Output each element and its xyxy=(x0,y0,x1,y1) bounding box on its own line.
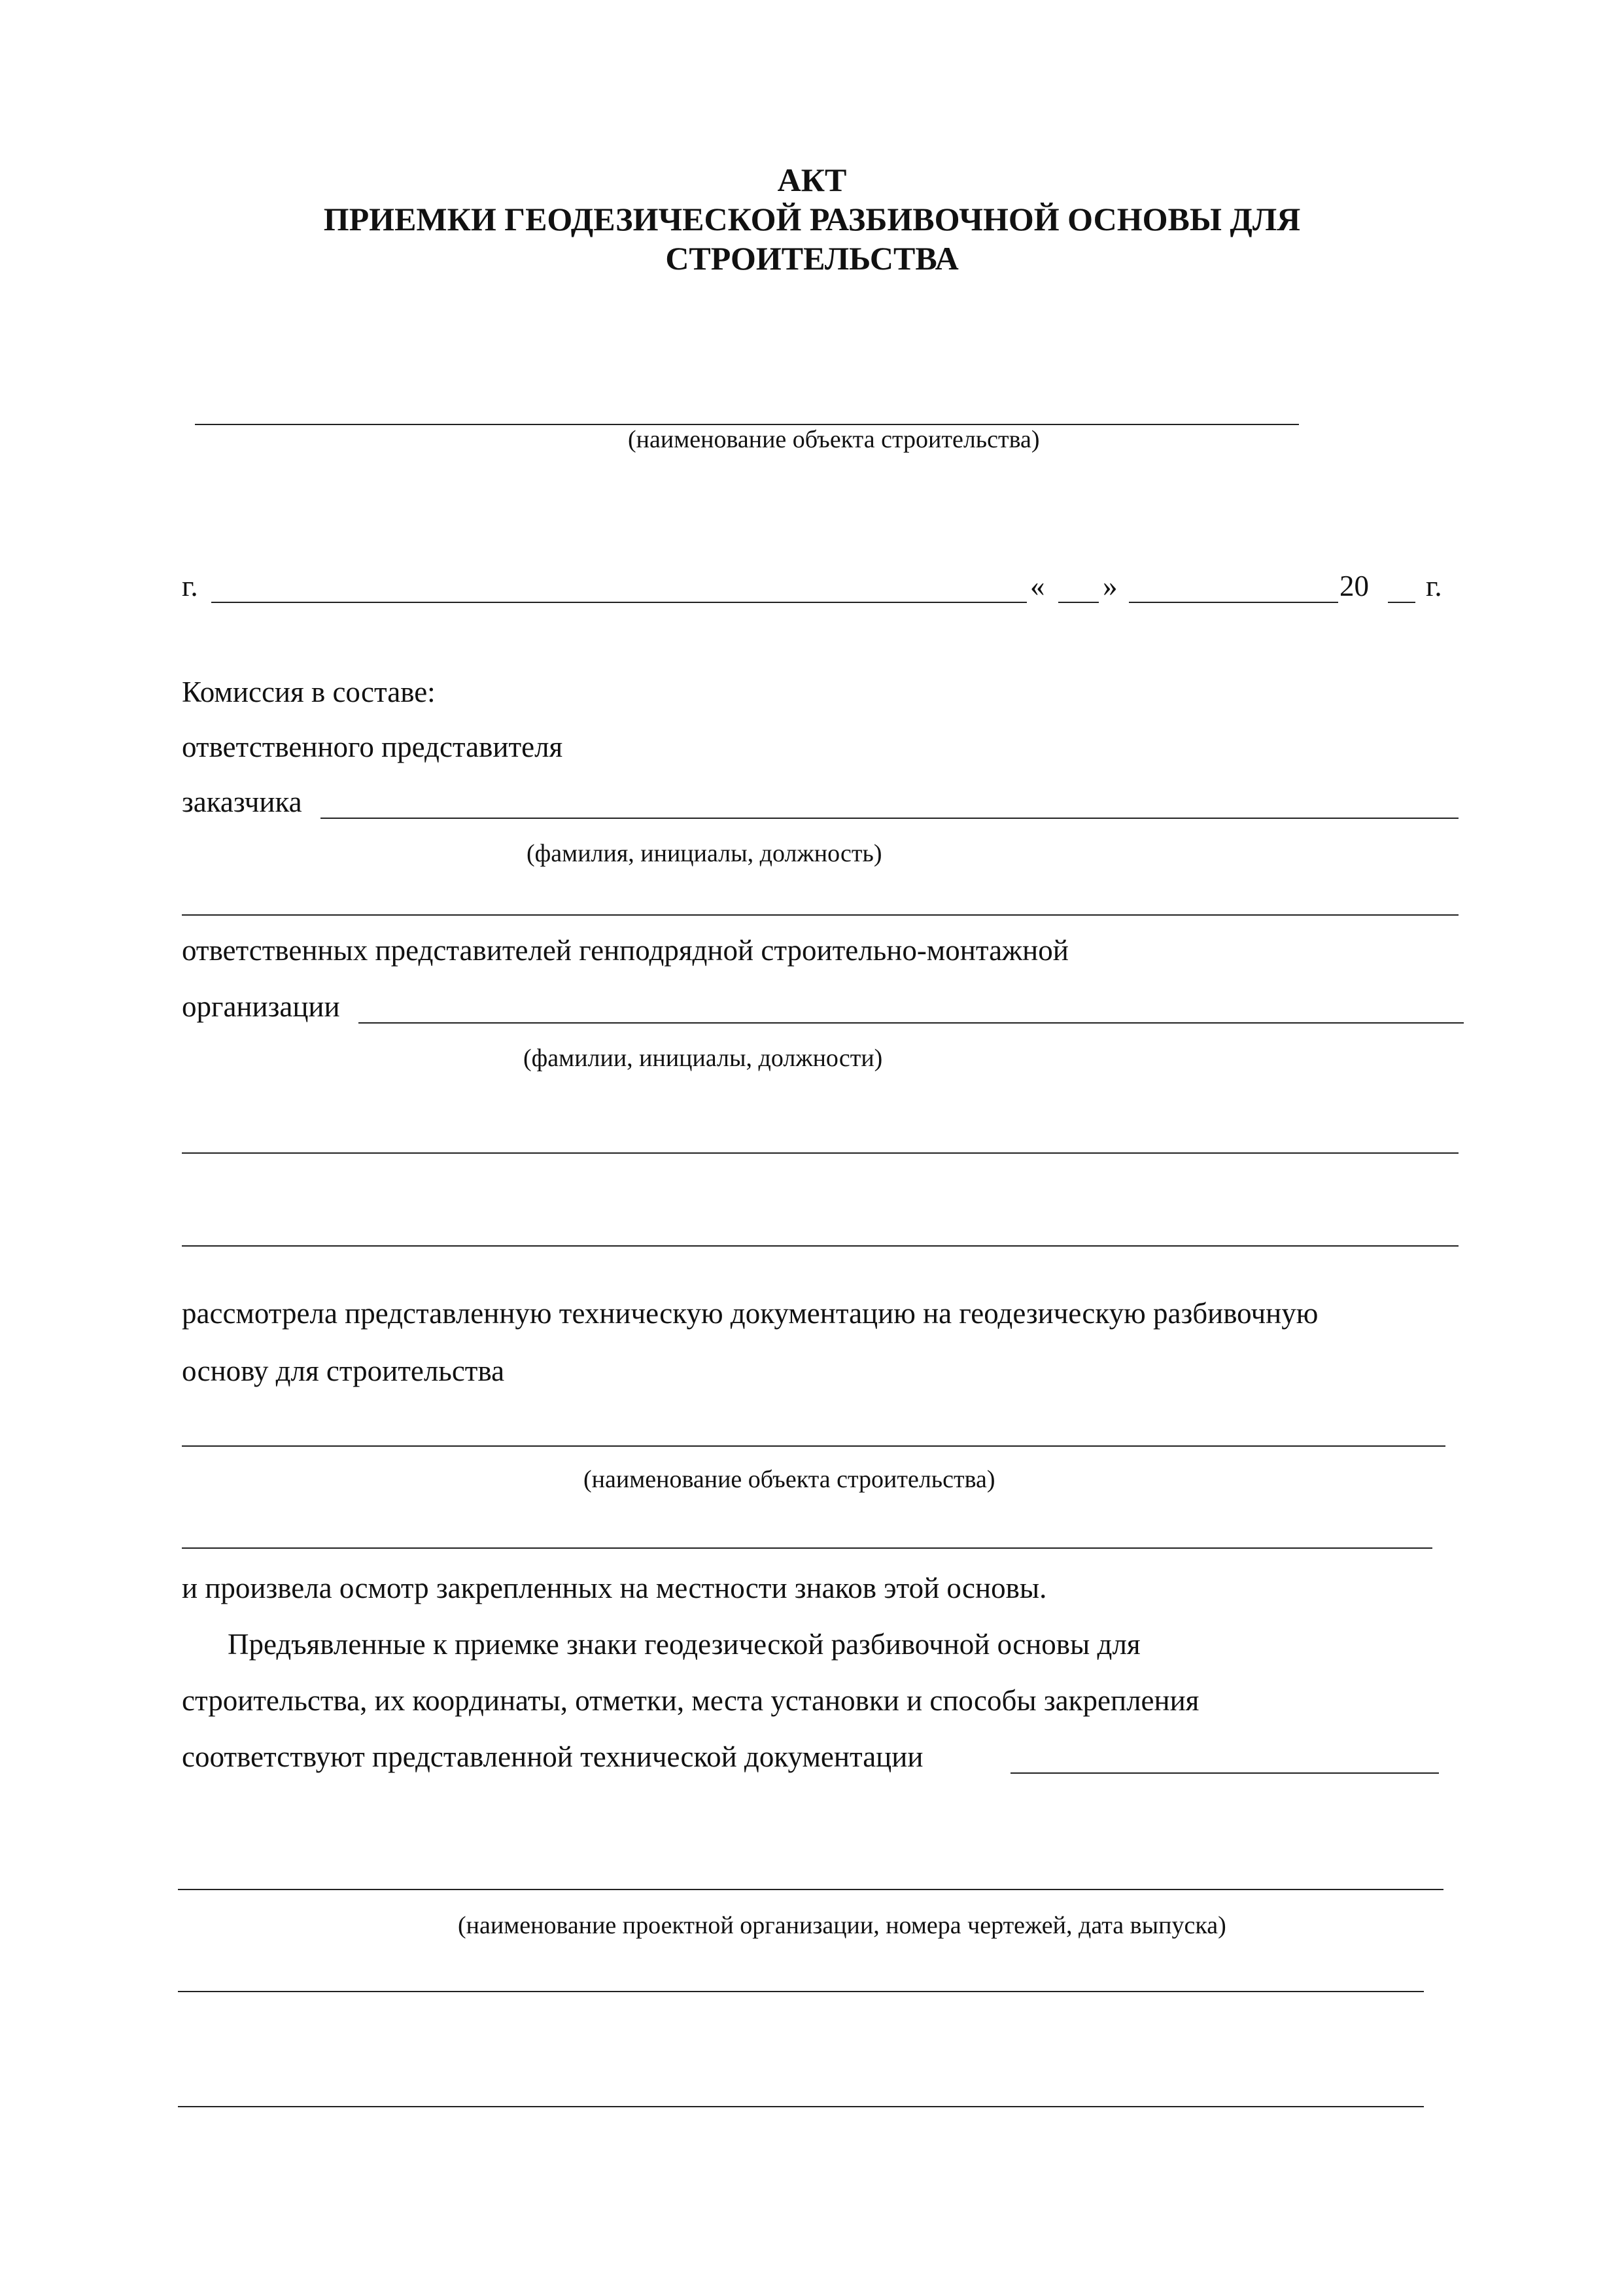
contractor-caption: (фамилии, инициалы, должности) xyxy=(523,1044,883,1072)
review-object-field[interactable] xyxy=(182,1445,1445,1447)
customer-extra-field[interactable] xyxy=(182,914,1459,916)
commission-intro: Комиссия в составе: xyxy=(182,676,436,708)
review-object-caption: (наименование объекта строительства) xyxy=(583,1466,995,1493)
city-field[interactable] xyxy=(211,602,1027,603)
documentation-extra-field-3[interactable] xyxy=(178,2106,1424,2107)
contractor-name-field[interactable] xyxy=(358,1022,1464,1024)
documentation-field[interactable] xyxy=(1011,1772,1439,1774)
year-prefix: 20 xyxy=(1339,570,1369,602)
customer-caption: (фамилия, инициалы, должность) xyxy=(527,840,882,867)
city-prefix: г. xyxy=(182,570,198,602)
customer-name-field[interactable] xyxy=(320,818,1459,819)
year-field[interactable] xyxy=(1388,602,1415,603)
contractor-extra-field-1[interactable] xyxy=(182,1152,1459,1154)
document-subtitle: ПРИЕМКИ ГЕОДЕЗИЧЕСКОЙ РАЗБИВОЧНОЙ ОСНОВЫ ДЛЯ xyxy=(323,201,1301,237)
review-text-line2: основу для строительства xyxy=(182,1355,505,1387)
quote-close: » xyxy=(1103,570,1118,602)
review-text-line1: рассмотрела представленную техническую документацию на геодезическую разбивочную xyxy=(182,1297,1319,1330)
documentation-extra-field[interactable] xyxy=(178,1889,1443,1890)
year-suffix: г. xyxy=(1426,570,1442,602)
day-field[interactable] xyxy=(1058,602,1099,603)
customer-label: заказчика xyxy=(182,785,302,818)
conclusion-text-line2: строительства, их координаты, отметки, места установки и способы закрепления xyxy=(182,1684,1200,1717)
contractor-extra-field-2[interactable] xyxy=(182,1245,1459,1247)
document-subtitle-continued: СТРОИТЕЛЬСТВА xyxy=(665,240,959,277)
quote-open: « xyxy=(1030,570,1045,602)
documentation-caption: (наименование проектной организации, номера чертежей, дата выпуска) xyxy=(458,1912,1226,1939)
organization-label: организации xyxy=(182,990,340,1023)
document-title: АКТ xyxy=(777,162,847,198)
customer-representative-label: ответственного представителя xyxy=(182,731,563,763)
conclusion-text-line3: соответствуют представленной технической документации xyxy=(182,1740,924,1773)
inspection-text: и произвела осмотр закрепленных на местности знаков этой основы. xyxy=(182,1572,1047,1604)
object-name-caption: (наименование объекта строительства) xyxy=(628,426,1040,453)
month-field[interactable] xyxy=(1129,602,1338,603)
conclusion-text-line1: Предъявленные к приемке знаки геодезической разбивочной основы для xyxy=(228,1628,1141,1661)
review-object-extra-field[interactable] xyxy=(182,1547,1432,1549)
contractor-representatives-label: ответственных представителей генподрядной строительно-монтажной xyxy=(182,934,1069,967)
documentation-extra-field-2[interactable] xyxy=(178,1991,1424,1992)
